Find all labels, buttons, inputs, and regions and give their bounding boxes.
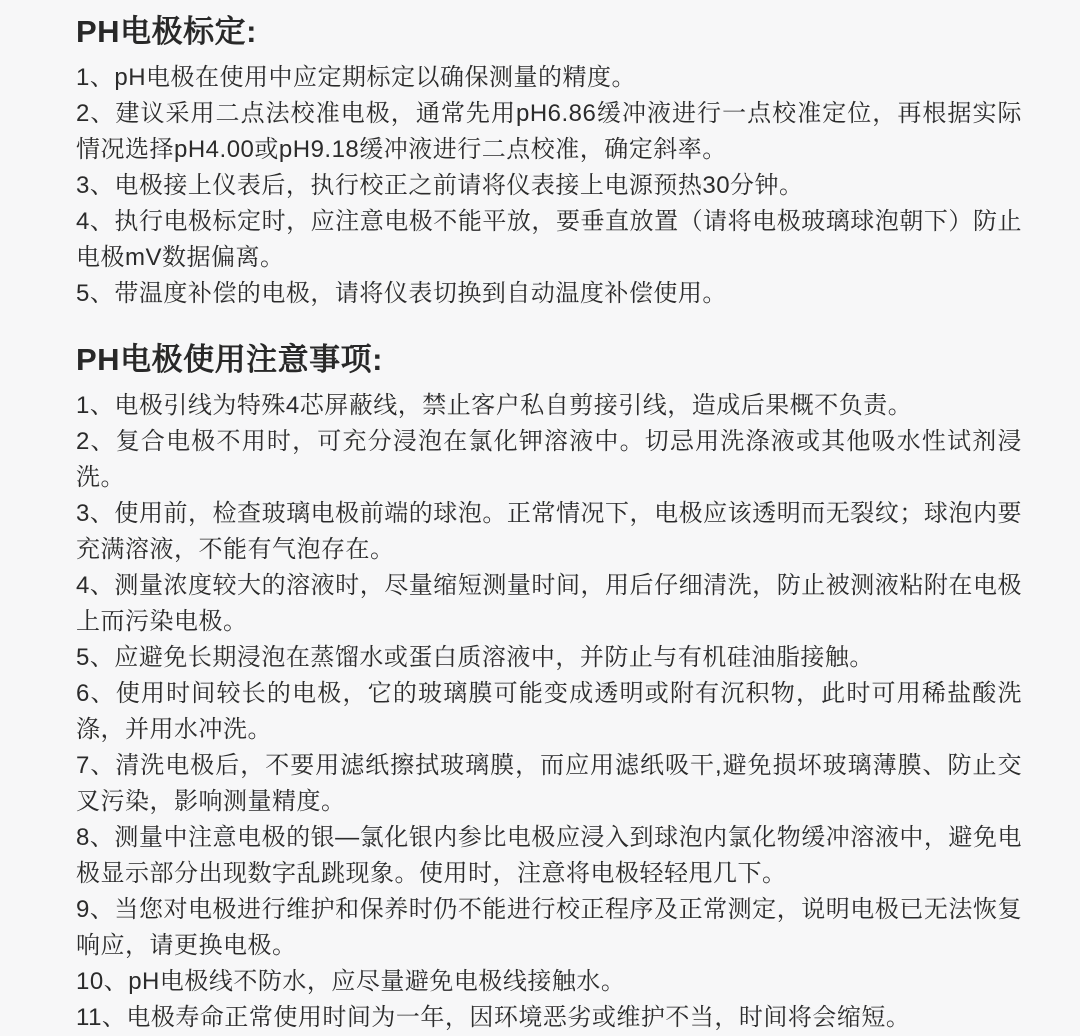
usage-note-7: 7、清洗电极后，不要用滤纸擦拭玻璃膜，而应用滤纸吸干,避免损坏玻璃薄膜、防止交叉污染，影响测量精度。	[76, 752, 1022, 815]
usage-note-6: 6、使用时间较长的电极，它的玻璃膜可能变成透明或附有沉积物，此时可用稀盐酸洗涤，并用水冲洗。	[76, 680, 1022, 743]
section-ph-electrode-calibration	[76, 12, 1022, 312]
usage-note-11: 11、电极寿命正常使用时间为一年，因环境恶劣或维护不当，时间将会缩短。	[76, 1004, 911, 1031]
usage-note-4: 4、测量浓度较大的溶液时，尽量缩短测量时间，用后仔细清洗，防止被测液粘附在电极上而污染电极。	[76, 572, 1022, 635]
usage-note-8: 8、测量中注意电极的银—氯化银内参比电极应浸入到球泡内氯化物缓冲溶液中，避免电极显示部分出现数字乱跳现象。使用时，注意将电极轻轻甩几下。	[76, 824, 1022, 887]
usage-note-3: 3、使用前，检查玻璃电极前端的球泡。正常情况下，电极应该透明而无裂纹；球泡内要充满溶液，不能有气泡存在。	[76, 500, 1022, 563]
usage-note-2: 2、复合电极不用时，可充分浸泡在氯化钾溶液中。切忌用洗涤液或其他吸水性试剂浸洗。	[76, 428, 1022, 491]
section-ph-electrode-usage-notes	[76, 340, 1022, 1036]
calibration-item-2: 2、建议采用二点法校准电极，通常先用pH6.86缓冲液进行一点校准定位，再根据实际情况选择pH4.00或pH9.18缓冲液进行二点校准，确定斜率。	[76, 100, 1022, 163]
usage-note-5: 5、应避免长期浸泡在蒸馏水或蛋白质溶液中，并防止与有机硅油脂接触。	[76, 644, 874, 671]
calibration-item-4: 4、执行电极标定时，应注意电极不能平放，要垂直放置（请将电极玻璃球泡朝下）防止电极mV数据偏离。	[76, 208, 1022, 271]
section-title-calibration: PH电极标定:	[76, 14, 257, 49]
usage-note-10: 10、pH电极线不防水，应尽量避免电极线接触水。	[76, 968, 626, 995]
calibration-item-1: 1、pH电极在使用中应定期标定以确保测量的精度。	[76, 64, 637, 91]
calibration-item-3: 3、电极接上仪表后，执行校正之前请将仪表接上电源预热30分钟。	[76, 172, 804, 199]
section-title-usage-notes: PH电极使用注意事项:	[76, 342, 383, 377]
calibration-item-5: 5、带温度补偿的电极，请将仪表切换到自动温度补偿使用。	[76, 280, 727, 307]
usage-note-9: 9、当您对电极进行维护和保养时仍不能进行校正程序及正常测定，说明电极已无法恢复响应，请更换电极。	[76, 896, 1022, 959]
usage-note-1: 1、电极引线为特殊4芯屏蔽线，禁止客户私自剪接引线，造成后果概不负责。	[76, 392, 913, 419]
